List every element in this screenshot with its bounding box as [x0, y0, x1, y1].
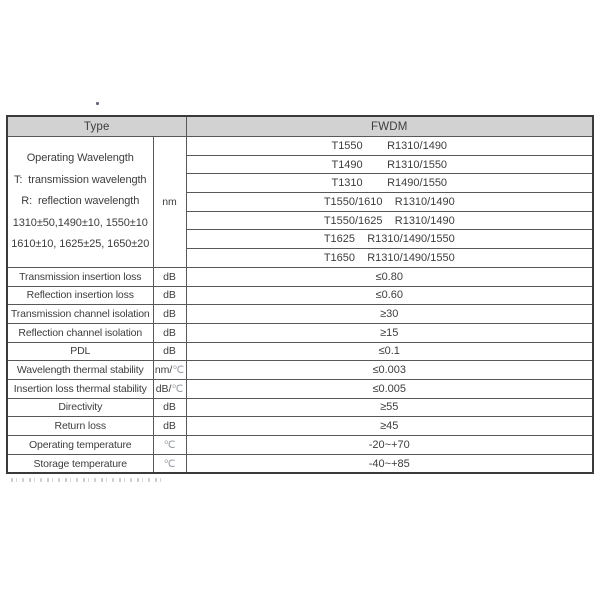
- wavelength-option-cell: T1550 R1310/1490: [186, 137, 593, 156]
- spec-value-cell: ≥15: [186, 323, 593, 342]
- unit-cell: dB: [153, 342, 186, 361]
- spec-label-cell: Transmission channel isolation: [7, 305, 153, 324]
- spec-value-cell: ≥30: [186, 305, 593, 324]
- spec-row: [7, 286, 593, 305]
- stray-dot-artifact: [96, 102, 99, 105]
- unit-cell: dB: [153, 267, 186, 286]
- spec-value-cell: -40~+85: [186, 454, 593, 473]
- wavelength-option-row: [7, 137, 593, 156]
- spec-row: [7, 342, 593, 361]
- unit-cell: dB: [153, 398, 186, 417]
- spec-value-cell: ≤0.80: [186, 267, 593, 286]
- spec-label-cell: Storage temperature: [7, 454, 153, 473]
- spec-row: [7, 417, 593, 436]
- spec-value-cell: ≤0.003: [186, 361, 593, 380]
- wavelength-option-cell: T1625 R1310/1490/1550: [186, 230, 593, 249]
- unit-cell: dB: [153, 417, 186, 436]
- wavelength-option-cell: T1650 R1310/1490/1550: [186, 249, 593, 268]
- unit-cell: dB: [153, 305, 186, 324]
- spec-value-cell: ≥55: [186, 398, 593, 417]
- unit-cell: dB/℃: [153, 379, 186, 398]
- wavelength-label-line: T: transmission wavelength: [14, 173, 147, 186]
- unit-cell: dB: [153, 286, 186, 305]
- spec-row: [7, 398, 593, 417]
- spec-label-cell: Wavelength thermal stability: [7, 361, 153, 380]
- wavelength-label-line: 1610±10, 1625±25, 1650±20: [11, 238, 150, 251]
- spec-value-cell: ≤0.005: [186, 379, 593, 398]
- spec-row: [7, 323, 593, 342]
- spec-row: [7, 305, 593, 324]
- operating-wavelength-cell: [7, 137, 153, 268]
- spec-label-cell: Insertion loss thermal stability: [7, 379, 153, 398]
- spec-label-cell: Reflection channel isolation: [7, 323, 153, 342]
- unit-cell: ℃: [153, 454, 186, 473]
- wavelength-label-line: R: reflection wavelength: [21, 195, 140, 208]
- spec-row: [7, 379, 593, 398]
- wavelength-option-cell: T1490 R1310/1550: [186, 155, 593, 174]
- spec-label-cell: PDL: [7, 342, 153, 361]
- spec-value-cell: ≤0.60: [186, 286, 593, 305]
- unit-cell: ℃: [153, 436, 186, 455]
- wavelength-option-cell: T1550/1625 R1310/1490: [186, 211, 593, 230]
- spec-value-cell: ≥45: [186, 417, 593, 436]
- spec-value-cell: -20~+70: [186, 436, 593, 455]
- spec-label-cell: Return loss: [7, 417, 153, 436]
- spec-row: [7, 454, 593, 473]
- unit-cell: nm/℃: [153, 361, 186, 380]
- clipped-footnote-fragment: [11, 478, 161, 482]
- spec-value-cell: ≤0.1: [186, 342, 593, 361]
- unit-cell: dB: [153, 323, 186, 342]
- spec-label-cell: Reflection insertion loss: [7, 286, 153, 305]
- fwdm-spec-table: [6, 115, 594, 474]
- wavelength-option-cell: T1310 R1490/1550: [186, 174, 593, 193]
- spec-row: [7, 267, 593, 286]
- wavelength-option-cell: T1550/1610 R1310/1490: [186, 193, 593, 212]
- wavelength-label-line: Operating Wavelength: [26, 152, 134, 165]
- header-fwdm-cell: FWDM: [186, 116, 593, 137]
- spec-row: [7, 436, 593, 455]
- spec-label-cell: Operating temperature: [7, 436, 153, 455]
- spec-label-cell: Transmission insertion loss: [7, 267, 153, 286]
- table-header-row: [7, 116, 593, 137]
- unit-cell: nm: [153, 137, 186, 268]
- spec-row: [7, 361, 593, 380]
- wavelength-label-line: 1310±50,1490±10, 1550±10: [12, 216, 148, 229]
- header-type-cell: Type: [7, 116, 186, 137]
- spec-label-cell: Directivity: [7, 398, 153, 417]
